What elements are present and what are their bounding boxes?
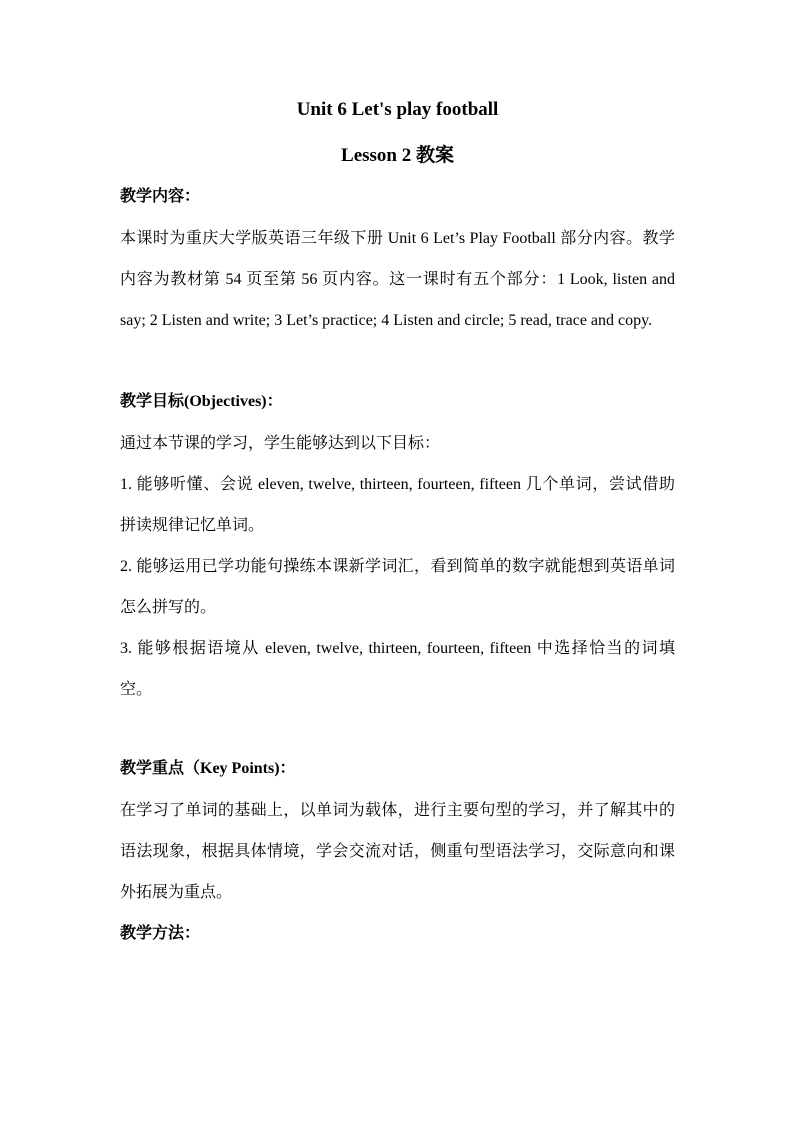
- section-text-keypoints: 在学习了单词的基础上，以单词为载体，进行主要句型的学习，并了解其中的语法现象，根据具体情境，学会交流对话，侧重句型语法学习，交际意向和课外拓展为重点。: [120, 802, 675, 901]
- section-heading-content: 教学内容：: [120, 188, 201, 205]
- section-heading-keypoints: 教学重点（Key Points)：: [120, 760, 296, 777]
- objectives-intro: 通过本节课的学习，学生能够达到以下目标：: [120, 435, 441, 452]
- document-title: Unit 6 Let's play football: [296, 99, 499, 120]
- spacer: [120, 710, 675, 748]
- spacer: [120, 341, 675, 381]
- document-subtitle: Lesson 2 教案: [341, 145, 454, 166]
- objective-item-2: 2. 能够运用已学功能句操练本课新学词汇，看到简单的数字就能想到英语单词怎么拼写的。: [120, 558, 675, 616]
- section-text-content: 本课时为重庆大学版英语三年级下册 Unit 6 Let’s Play Football 部分内容。教学内容为教材第 54 页至第 56 页内容。这一课时有五个部分：1 Look, listen and say; 2 Listen and write; 3 Let’s practice; 4 Listen and circle; 5 read, trace and copy.: [120, 230, 675, 329]
- objective-item-3: 3. 能够根据语境从 eleven, twelve, thirteen, fourteen, fifteen 中选择恰当的词填空。: [120, 640, 675, 698]
- section-heading-methods: 教学方法：: [120, 925, 201, 942]
- section-heading-objectives: 教学目标(Objectives)：: [120, 393, 283, 410]
- objective-item-1: 1. 能够听懂、会说 eleven, twelve, thirteen, fourteen, fifteen 几个单词，尝试借助拼读规律记忆单词。: [120, 476, 675, 534]
- document-page: [120, 90, 675, 955]
